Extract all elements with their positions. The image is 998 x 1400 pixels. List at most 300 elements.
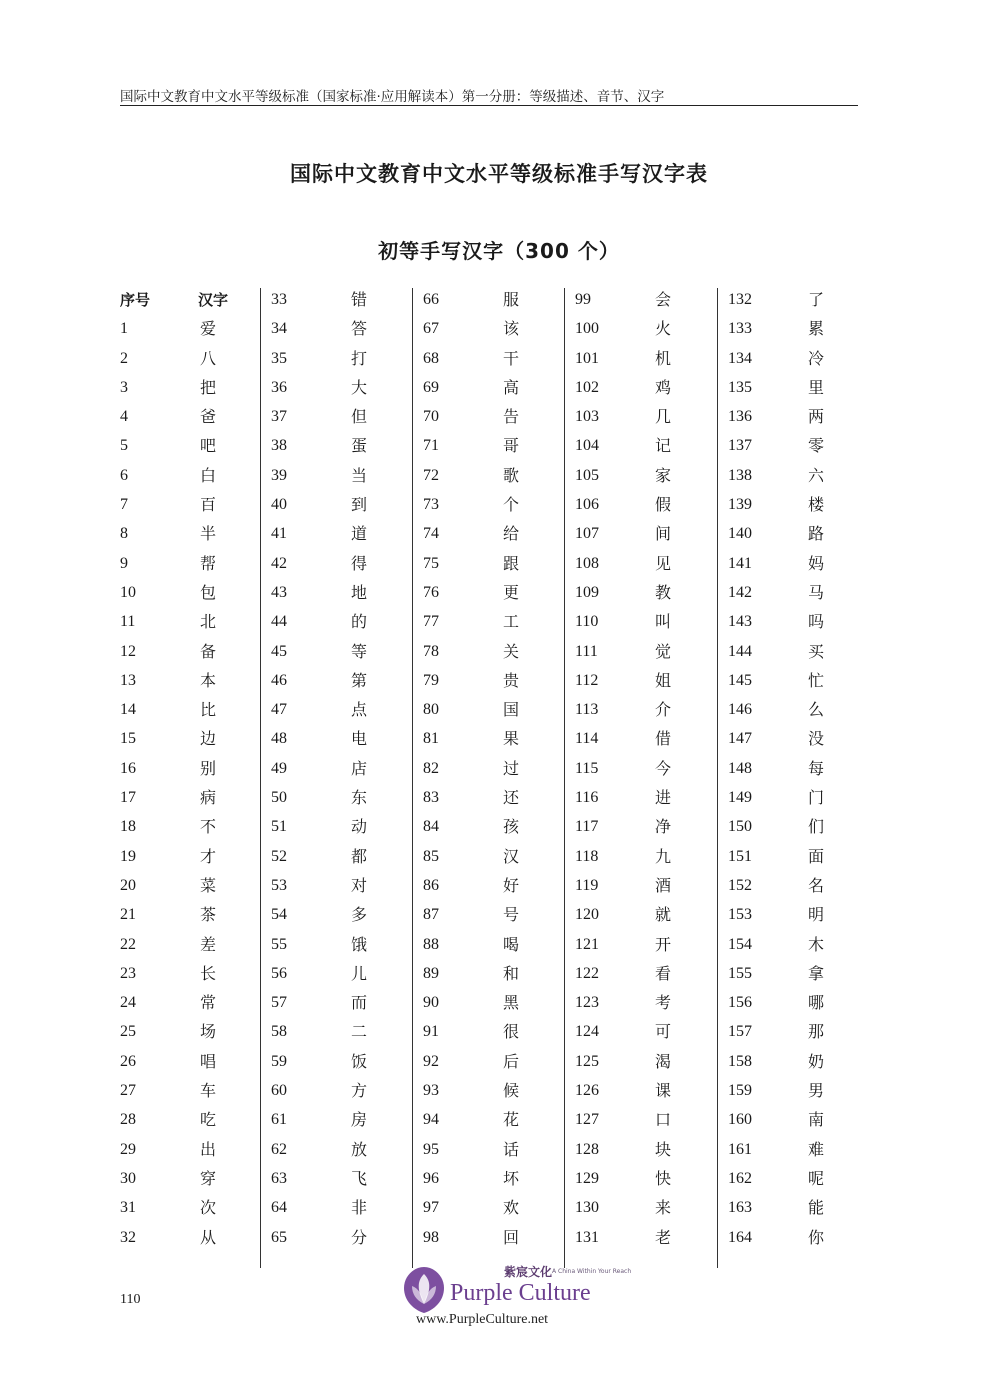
row-character: 机	[654, 348, 671, 368]
row-number: 140	[728, 525, 752, 543]
row-number: 123	[575, 994, 599, 1012]
row-number: 18	[120, 818, 136, 836]
row-character: 见	[654, 553, 671, 573]
row-number: 100	[575, 320, 599, 338]
table-row	[565, 815, 715, 844]
row-character: 记	[654, 436, 671, 456]
row-character: 服	[502, 290, 519, 309]
row-character: 病	[199, 788, 216, 808]
table-row	[261, 434, 411, 463]
table-row	[565, 640, 715, 669]
row-character: 喝	[502, 934, 519, 954]
row-character: 对	[350, 875, 367, 895]
row-character: 们	[807, 817, 824, 837]
row-character: 饭	[350, 1051, 367, 1071]
row-number: 28	[120, 1111, 136, 1129]
table-row	[565, 698, 715, 727]
row-character: 姐	[654, 670, 671, 690]
column-rows	[565, 288, 715, 1255]
row-character: 叫	[654, 612, 671, 632]
row-number: 147	[728, 730, 752, 748]
row-character: 而	[350, 993, 367, 1013]
row-number: 162	[728, 1169, 752, 1187]
row-number: 161	[728, 1140, 752, 1158]
row-number: 135	[728, 378, 752, 396]
row-number: 94	[423, 1111, 439, 1129]
row-number: 53	[271, 876, 287, 894]
table-row	[261, 786, 411, 815]
row-character: 答	[350, 319, 367, 339]
row-character: 间	[654, 524, 671, 544]
row-character: 候	[502, 1081, 519, 1101]
row-character: 进	[654, 788, 671, 808]
row-number: 6	[120, 466, 128, 484]
row-number: 17	[120, 789, 136, 807]
row-character: 号	[502, 905, 519, 925]
row-number: 90	[423, 994, 439, 1012]
table-row	[261, 727, 411, 756]
table-row	[261, 1108, 411, 1137]
table-row	[110, 1020, 260, 1049]
row-character: 马	[807, 582, 824, 602]
row-character: 八	[199, 348, 216, 368]
table-row	[565, 434, 715, 463]
table-row	[261, 640, 411, 669]
row-character: 房	[350, 1110, 367, 1130]
row-character: 了	[807, 290, 824, 309]
table-row	[413, 874, 563, 903]
row-character: 才	[199, 846, 216, 866]
table-row	[565, 405, 715, 434]
row-number: 19	[120, 847, 136, 865]
row-character: 南	[807, 1110, 824, 1130]
table-row	[261, 317, 411, 346]
row-number: 45	[271, 642, 287, 660]
row-number: 82	[423, 759, 439, 777]
row-number: 75	[423, 554, 439, 572]
row-character: 比	[199, 700, 216, 720]
row-character: 和	[502, 963, 519, 983]
row-number: 81	[423, 730, 439, 748]
row-number: 160	[728, 1111, 752, 1129]
row-character: 国	[502, 700, 519, 720]
row-character: 穿	[199, 1168, 216, 1188]
table-row	[261, 610, 411, 639]
row-character: 差	[199, 934, 216, 954]
table-row	[565, 1226, 715, 1255]
row-character: 口	[654, 1110, 671, 1130]
row-character: 错	[350, 290, 367, 309]
row-number: 85	[423, 847, 439, 865]
row-number: 3	[120, 378, 128, 396]
row-number: 156	[728, 994, 752, 1012]
row-number: 67	[423, 320, 439, 338]
row-character: 该	[502, 319, 519, 339]
table-row	[718, 1138, 868, 1167]
row-number: 121	[575, 935, 599, 953]
table-row	[413, 903, 563, 932]
table-row	[110, 991, 260, 1020]
table-row	[413, 1226, 563, 1255]
row-number: 153	[728, 906, 752, 924]
table-row	[718, 1020, 868, 1049]
row-character: 不	[199, 817, 216, 837]
table-row	[718, 288, 868, 317]
table-row	[413, 288, 563, 317]
row-character: 店	[350, 758, 367, 778]
table-row	[718, 464, 868, 493]
table-row	[565, 1167, 715, 1196]
table-row	[110, 464, 260, 493]
row-number: 99	[575, 291, 591, 308]
row-character: 飞	[350, 1168, 367, 1188]
table-column-1	[110, 288, 260, 1268]
row-character: 车	[199, 1081, 216, 1101]
row-character: 假	[654, 495, 671, 515]
table-row	[565, 347, 715, 376]
table-row	[110, 1108, 260, 1137]
row-number: 71	[423, 437, 439, 455]
column-rows	[110, 317, 260, 1255]
table-row	[110, 640, 260, 669]
row-number: 86	[423, 876, 439, 894]
table-row	[718, 815, 868, 844]
row-character: 可	[654, 1022, 671, 1042]
row-character: 男	[807, 1081, 824, 1101]
row-number: 78	[423, 642, 439, 660]
table-row	[413, 1050, 563, 1079]
table-row	[110, 698, 260, 727]
row-number: 93	[423, 1082, 439, 1100]
row-character: 把	[199, 377, 216, 397]
table-row	[261, 1196, 411, 1225]
table-row	[413, 991, 563, 1020]
row-character: 会	[654, 290, 671, 309]
column-rows	[413, 288, 563, 1255]
table-row	[110, 815, 260, 844]
row-character: 门	[807, 788, 824, 808]
character-table	[110, 288, 850, 1268]
row-character: 没	[807, 729, 824, 749]
row-number: 73	[423, 496, 439, 514]
header-number: 序号	[120, 291, 151, 309]
table-row	[413, 845, 563, 874]
row-number: 128	[575, 1140, 599, 1158]
table-row	[261, 1020, 411, 1049]
row-character: 名	[807, 875, 824, 895]
page-title: 国际中文教育中文水平等级标准手写汉字表	[290, 162, 708, 186]
table-row	[565, 1138, 715, 1167]
row-number: 83	[423, 789, 439, 807]
table-row	[565, 493, 715, 522]
row-character: 等	[350, 641, 367, 661]
row-number: 24	[120, 994, 136, 1012]
row-character: 买	[807, 641, 824, 661]
row-character: 面	[807, 846, 824, 866]
row-character: 里	[807, 377, 824, 397]
row-character: 觉	[654, 641, 671, 661]
row-number: 115	[575, 759, 599, 777]
table-row	[110, 1079, 260, 1108]
table-row	[565, 845, 715, 874]
row-character: 介	[654, 700, 671, 720]
row-character: 酒	[654, 875, 671, 895]
row-character: 北	[199, 612, 216, 632]
row-number: 44	[271, 613, 287, 631]
table-column-5	[717, 288, 868, 1268]
row-character: 告	[502, 407, 519, 427]
table-row	[718, 434, 868, 463]
row-character: 过	[502, 758, 519, 778]
purple-culture-logo[interactable]	[400, 1262, 632, 1334]
table-row	[261, 581, 411, 610]
row-character: 家	[654, 465, 671, 485]
row-number: 109	[575, 583, 599, 601]
row-character: 帮	[199, 553, 216, 573]
table-row	[718, 581, 868, 610]
row-number: 130	[575, 1199, 599, 1217]
row-number: 157	[728, 1023, 752, 1041]
running-header: 国际中文教育中文水平等级标准（国家标准·应用解读本）第一分册：等级描述、音节、汉字	[120, 89, 665, 105]
row-character: 蛋	[350, 436, 367, 456]
row-number: 2	[120, 349, 128, 367]
row-character: 冷	[807, 348, 824, 368]
row-character: 别	[199, 758, 216, 778]
column-rows	[718, 288, 868, 1255]
table-row	[565, 991, 715, 1020]
table-row	[718, 1050, 868, 1079]
row-number: 133	[728, 320, 752, 338]
row-number: 32	[120, 1228, 136, 1246]
row-number: 61	[271, 1111, 287, 1129]
row-character: 路	[807, 524, 824, 544]
table-row	[413, 669, 563, 698]
row-character: 今	[654, 758, 671, 778]
row-character: 边	[199, 729, 216, 749]
row-character: 吗	[807, 612, 824, 632]
table-row	[261, 493, 411, 522]
row-number: 20	[120, 876, 136, 894]
table-row	[110, 405, 260, 434]
row-number: 55	[271, 935, 287, 953]
table-row	[718, 874, 868, 903]
row-number: 116	[575, 789, 599, 807]
column-header	[110, 288, 260, 312]
row-number: 56	[271, 964, 287, 982]
table-row	[718, 962, 868, 991]
table-row	[261, 845, 411, 874]
row-character: 次	[199, 1198, 216, 1218]
table-row	[261, 405, 411, 434]
row-number: 15	[120, 730, 136, 748]
row-number: 101	[575, 349, 599, 367]
row-number: 122	[575, 964, 599, 982]
row-character: 备	[199, 641, 216, 661]
row-number: 63	[271, 1169, 287, 1187]
table-row	[261, 815, 411, 844]
row-number: 43	[271, 583, 287, 601]
row-number: 134	[728, 349, 752, 367]
row-character: 百	[199, 495, 216, 515]
row-character: 常	[199, 993, 216, 1013]
table-row	[413, 522, 563, 551]
row-number: 76	[423, 583, 439, 601]
table-row	[718, 522, 868, 551]
row-character: 多	[350, 905, 367, 925]
row-character: 爸	[199, 407, 216, 427]
table-row	[565, 933, 715, 962]
table-row	[110, 1050, 260, 1079]
table-row	[110, 1196, 260, 1225]
row-character: 给	[502, 524, 519, 544]
table-row	[110, 552, 260, 581]
row-number: 35	[271, 349, 287, 367]
row-character: 的	[350, 612, 367, 632]
table-row	[413, 757, 563, 786]
logo-tagline: A China Within Your Reach	[552, 1268, 632, 1275]
row-character: 两	[807, 407, 824, 427]
table-row	[261, 1167, 411, 1196]
row-character: 长	[199, 963, 216, 983]
table-row	[261, 376, 411, 405]
row-character: 妈	[807, 553, 824, 573]
table-row	[413, 581, 563, 610]
table-row	[718, 727, 868, 756]
row-number: 5	[120, 437, 128, 455]
row-number: 84	[423, 818, 439, 836]
table-row	[110, 757, 260, 786]
row-character: 来	[654, 1198, 671, 1218]
lotus-emblem-icon	[402, 1264, 446, 1316]
table-row	[110, 347, 260, 376]
table-row	[261, 757, 411, 786]
row-number: 126	[575, 1082, 599, 1100]
row-number: 103	[575, 408, 599, 426]
row-character: 道	[350, 524, 367, 544]
row-number: 14	[120, 701, 136, 719]
table-row	[110, 903, 260, 932]
row-number: 37	[271, 408, 287, 426]
row-number: 154	[728, 935, 752, 953]
row-number: 47	[271, 701, 287, 719]
row-number: 46	[271, 671, 287, 689]
table-row	[110, 610, 260, 639]
row-number: 142	[728, 583, 752, 601]
row-character: 打	[350, 348, 367, 368]
row-character: 干	[502, 348, 519, 368]
row-character: 得	[350, 553, 367, 573]
row-character: 工	[502, 612, 519, 632]
logo-url[interactable]: www.PurpleCulture.net	[416, 1312, 549, 1327]
table-row	[261, 669, 411, 698]
row-number: 164	[728, 1228, 752, 1246]
row-character: 吃	[199, 1110, 216, 1130]
table-row	[565, 903, 715, 932]
table-row	[565, 522, 715, 551]
row-number: 95	[423, 1140, 439, 1158]
row-character: 分	[350, 1227, 367, 1247]
row-number: 143	[728, 613, 752, 631]
row-number: 23	[120, 964, 136, 982]
table-row	[413, 1079, 563, 1108]
row-character: 贵	[502, 670, 519, 690]
table-row	[565, 1020, 715, 1049]
row-character: 九	[654, 846, 671, 866]
table-row	[718, 1108, 868, 1137]
table-column-4	[564, 288, 715, 1268]
row-character: 本	[199, 670, 216, 690]
row-character: 借	[654, 729, 671, 749]
table-row	[261, 933, 411, 962]
table-row	[718, 933, 868, 962]
table-row	[565, 1196, 715, 1225]
row-number: 150	[728, 818, 752, 836]
table-row	[413, 405, 563, 434]
row-character: 包	[199, 582, 216, 602]
row-number: 69	[423, 378, 439, 396]
table-row	[565, 757, 715, 786]
row-number: 136	[728, 408, 752, 426]
row-character: 难	[807, 1139, 824, 1159]
row-character: 么	[807, 700, 824, 720]
table-row	[110, 1167, 260, 1196]
column-rows	[261, 288, 411, 1255]
table-row	[413, 815, 563, 844]
table-row	[718, 610, 868, 639]
row-number: 138	[728, 466, 752, 484]
row-number: 97	[423, 1199, 439, 1217]
row-number: 131	[575, 1228, 599, 1246]
row-number: 59	[271, 1052, 287, 1070]
row-number: 119	[575, 876, 599, 894]
row-character: 明	[807, 905, 824, 925]
row-character: 零	[807, 436, 824, 456]
table-row	[110, 376, 260, 405]
row-character: 你	[807, 1227, 824, 1247]
table-row	[261, 1079, 411, 1108]
row-number: 9	[120, 554, 128, 572]
table-row	[565, 610, 715, 639]
table-row	[718, 669, 868, 698]
table-row	[413, 552, 563, 581]
row-character: 地	[350, 582, 367, 602]
row-character: 欢	[502, 1198, 519, 1218]
row-character: 非	[350, 1198, 367, 1218]
row-character: 当	[350, 465, 367, 485]
row-number: 11	[120, 613, 136, 631]
row-character: 电	[350, 729, 367, 749]
table-row	[413, 640, 563, 669]
row-character: 净	[654, 817, 671, 837]
table-row	[413, 727, 563, 756]
row-character: 半	[199, 524, 216, 544]
row-character: 呢	[807, 1168, 824, 1188]
row-character: 花	[502, 1110, 519, 1130]
table-row	[565, 1079, 715, 1108]
table-row	[413, 698, 563, 727]
row-number: 49	[271, 759, 287, 777]
table-row	[110, 727, 260, 756]
row-number: 74	[423, 525, 439, 543]
row-character: 吧	[199, 436, 216, 456]
row-character: 大	[350, 377, 367, 397]
row-number: 30	[120, 1169, 136, 1187]
row-character: 点	[350, 700, 367, 720]
row-number: 111	[575, 642, 598, 660]
row-number: 25	[120, 1023, 136, 1041]
row-character: 能	[807, 1198, 824, 1218]
row-character: 累	[807, 319, 824, 339]
